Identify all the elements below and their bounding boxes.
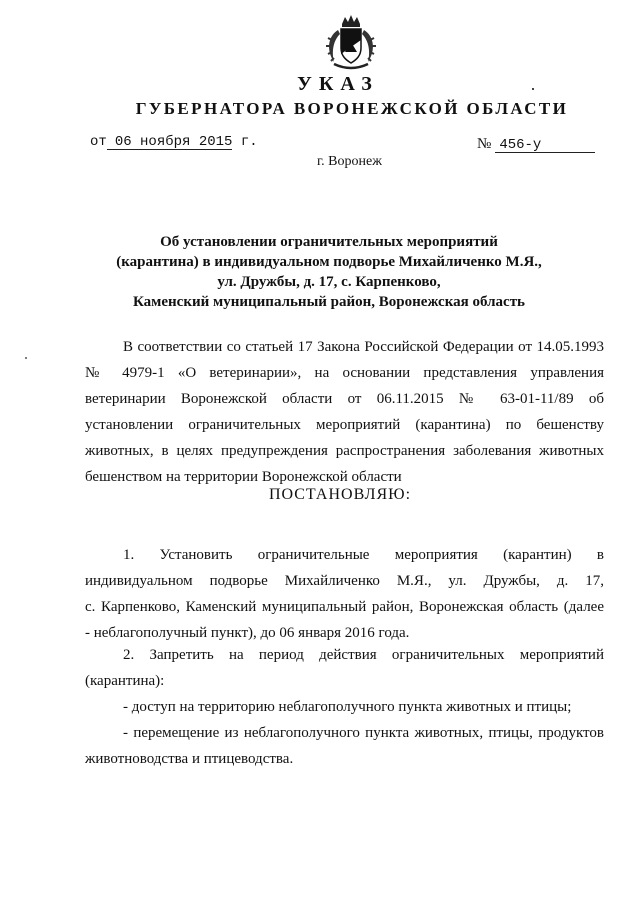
scan-mark (25, 357, 27, 359)
text-line: № 4979-1 «О ветеринарии», на основании представления управления (85, 365, 604, 381)
text-line: бешенством на территории Воронежской области (85, 469, 402, 485)
text-line: ветеринарии Воронежской области от 06.11.2015 № 63-01-11/89 об (85, 391, 604, 407)
text-line: - доступ на территорию неблагополучного пункта животных и птицы; (123, 699, 572, 715)
subject-line: ул. Дружбы, д. 17, с. Карпенково, (217, 274, 441, 290)
document-issuer: ГУБЕРНАТОРА ВОРОНЕЖСКОЙ ОБЛАСТИ (135, 99, 569, 118)
subject-line: (карантина) в индивидуальном подворье Михайличенко М.Я., (116, 254, 542, 270)
date-suffix: г. (240, 134, 258, 150)
text-line: с. Карпенково, Каменский муниципальный район, Воронежская область (далее (85, 599, 604, 615)
text-line: - перемещение из неблагополучного пункта животных, птицы, продуктов (123, 725, 604, 741)
text-line: индивидуальном подворье Михайличенко М.Я., ул. Дружбы, д. 17, (85, 573, 604, 589)
coat-of-arms-emblem (318, 14, 384, 72)
resolve-heading: ПОСТАНОВЛЯЮ: (268, 486, 412, 503)
item-2-paragraph (85, 642, 604, 772)
decree-subject (100, 232, 558, 312)
text-line: животноводства и птицеводства. (85, 751, 294, 767)
text-line: (карантина): (85, 673, 165, 689)
text-line: 1. Установить ограничительные мероприятия (карантин) в (123, 547, 604, 563)
date-value: 06 ноября 2015 (107, 136, 233, 150)
document-title: УКАЗ (297, 73, 379, 95)
number-line (477, 135, 595, 153)
number-label: № (477, 136, 492, 152)
text-line: - неблагополучный пункт), до 06 января 2016 года. (85, 625, 410, 641)
city: г. Воронеж (317, 154, 382, 169)
number-value: 456-у (495, 139, 595, 153)
text-line: установлении ограничительных мероприятий (карантина) по бешенству (85, 417, 604, 433)
text-line: В соответствии со статьей 17 Закона Российской Федерации от 14.05.1993 (123, 339, 604, 355)
date-line (90, 134, 258, 150)
item-1-paragraph (85, 542, 604, 646)
text-line: 2. Запретить на период действия ограничительных мероприятий (123, 647, 604, 663)
subject-line: Об установлении ограничительных мероприятий (160, 234, 498, 250)
subject-line: Каменский муниципальный район, Воронежская область (132, 294, 525, 310)
text-line: животных, в целях предупреждения распространения заболевания животных (85, 443, 604, 459)
preamble-paragraph (85, 334, 604, 490)
date-prefix: от (90, 134, 107, 150)
